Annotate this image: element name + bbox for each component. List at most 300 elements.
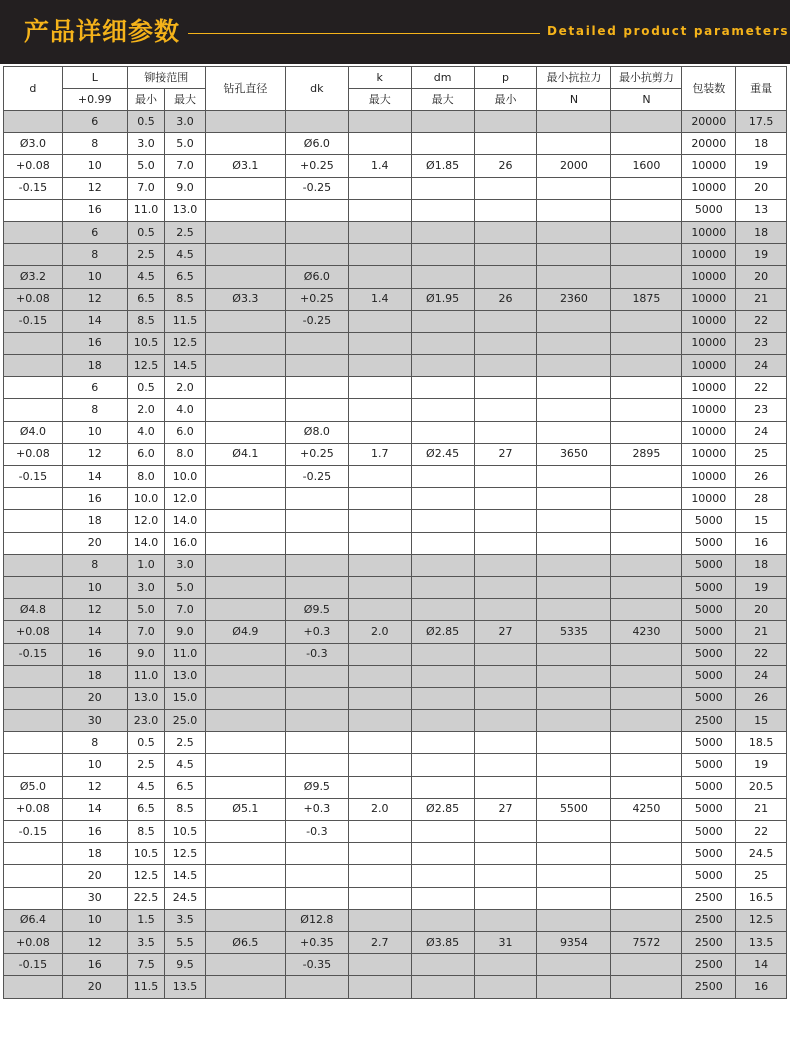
cell-dm [411,954,474,976]
cell-grip-min: 4.5 [127,266,165,288]
cell-pack-qty: 10000 [682,377,736,399]
cell-p [474,532,537,554]
cell-p: 27 [474,621,537,643]
cell-tensile [537,954,611,976]
cell-k [348,111,411,133]
cell-weight: 26 [736,466,787,488]
cell-tensile: 9354 [537,931,611,953]
cell-drill-diameter [205,177,285,199]
header-tensile-unit: N [537,89,611,111]
cell-grip-max: 14.5 [165,865,206,887]
cell-length: 6 [62,221,127,243]
cell-dm [411,488,474,510]
table-row [4,199,787,221]
table-row [4,133,787,155]
table-header-row [4,67,787,89]
table-row [4,887,787,909]
cell-dk: Ø9.5 [285,599,348,621]
table-row [4,266,787,288]
cell-p [474,111,537,133]
cell-shear: 1875 [611,288,682,310]
cell-d: +0.08 [4,931,63,953]
cell-dm [411,532,474,554]
cell-weight: 18 [736,133,787,155]
cell-length: 14 [62,621,127,643]
table-row [4,488,787,510]
cell-drill-diameter [205,133,285,155]
cell-k [348,421,411,443]
cell-length: 20 [62,532,127,554]
cell-pack-qty: 10000 [682,355,736,377]
cell-grip-min: 22.5 [127,887,165,909]
cell-k [348,332,411,354]
cell-d: -0.15 [4,821,63,843]
cell-dk: -0.3 [285,821,348,843]
table-row [4,865,787,887]
cell-d: +0.08 [4,288,63,310]
cell-pack-qty: 5000 [682,843,736,865]
cell-d [4,754,63,776]
cell-d: Ø4.0 [4,421,63,443]
cell-grip-max: 8.5 [165,798,206,820]
cell-length: 18 [62,665,127,687]
cell-k: 2.7 [348,931,411,953]
cell-d [4,732,63,754]
cell-pack-qty: 5000 [682,599,736,621]
cell-pack-qty: 5000 [682,621,736,643]
cell-d [4,887,63,909]
cell-shear [611,976,682,998]
cell-pack-qty: 2500 [682,954,736,976]
cell-length: 12 [62,177,127,199]
cell-dm [411,554,474,576]
cell-pack-qty: 5000 [682,643,736,665]
cell-grip-min: 3.5 [127,931,165,953]
cell-k [348,177,411,199]
cell-shear [611,199,682,221]
cell-dk [285,887,348,909]
cell-p [474,466,537,488]
cell-grip-min: 7.0 [127,621,165,643]
cell-grip-max: 24.5 [165,887,206,909]
cell-weight: 24 [736,355,787,377]
cell-length: 6 [62,111,127,133]
cell-grip-min: 1.5 [127,909,165,931]
cell-tensile: 5335 [537,621,611,643]
cell-p [474,665,537,687]
cell-shear: 4250 [611,798,682,820]
cell-drill-diameter [205,643,285,665]
table-row [4,732,787,754]
cell-pack-qty: 5000 [682,798,736,820]
table-row [4,909,787,931]
cell-pack-qty: 5000 [682,776,736,798]
cell-drill-diameter: Ø4.9 [205,621,285,643]
cell-d: -0.15 [4,954,63,976]
header-banner [0,0,790,64]
cell-length: 20 [62,865,127,887]
cell-grip-min: 10.0 [127,488,165,510]
cell-grip-min: 0.5 [127,221,165,243]
cell-dm [411,177,474,199]
table-row [4,843,787,865]
cell-length: 30 [62,710,127,732]
table-row [4,221,787,243]
cell-pack-qty: 10000 [682,177,736,199]
cell-k: 2.0 [348,621,411,643]
cell-tensile [537,133,611,155]
cell-dm [411,310,474,332]
cell-tensile [537,310,611,332]
cell-shear [611,821,682,843]
cell-drill-diameter [205,332,285,354]
cell-drill-diameter [205,111,285,133]
cell-weight: 18.5 [736,732,787,754]
cell-grip-min: 6.5 [127,798,165,820]
cell-grip-max: 12.0 [165,488,206,510]
cell-length: 14 [62,798,127,820]
table-row [4,310,787,332]
cell-pack-qty: 5000 [682,510,736,532]
cell-weight: 19 [736,155,787,177]
cell-d: -0.15 [4,177,63,199]
cell-pack-qty: 5000 [682,732,736,754]
cell-tensile [537,466,611,488]
cell-shear [611,266,682,288]
cell-k [348,732,411,754]
cell-tensile: 5500 [537,798,611,820]
cell-p [474,244,537,266]
cell-tensile [537,599,611,621]
cell-weight: 16.5 [736,887,787,909]
cell-grip-max: 6.5 [165,266,206,288]
table-row [4,599,787,621]
cell-weight: 13.5 [736,931,787,953]
cell-drill-diameter [205,221,285,243]
cell-dk: +0.25 [285,155,348,177]
cell-d [4,244,63,266]
cell-shear [611,532,682,554]
cell-p [474,510,537,532]
cell-dm [411,221,474,243]
cell-dm [411,665,474,687]
cell-grip-max: 12.5 [165,332,206,354]
cell-d: Ø3.2 [4,266,63,288]
cell-length: 14 [62,466,127,488]
cell-grip-min: 11.5 [127,976,165,998]
cell-pack-qty: 5000 [682,576,736,598]
cell-grip-min: 11.0 [127,199,165,221]
cell-k [348,687,411,709]
cell-p [474,355,537,377]
cell-tensile [537,199,611,221]
cell-grip-max: 4.5 [165,754,206,776]
header-p-sub: 最小 [474,89,537,111]
header-k: k [348,67,411,89]
cell-k [348,133,411,155]
header-d: d [4,67,63,111]
cell-drill-diameter [205,421,285,443]
cell-pack-qty: 10000 [682,244,736,266]
cell-dk [285,710,348,732]
cell-dk [285,976,348,998]
cell-p [474,887,537,909]
cell-weight: 18 [736,221,787,243]
cell-k [348,954,411,976]
cell-length: 16 [62,954,127,976]
cell-d: +0.08 [4,155,63,177]
cell-grip-max: 2.5 [165,732,206,754]
cell-tensile [537,887,611,909]
cell-grip-max: 4.0 [165,399,206,421]
cell-grip-min: 9.0 [127,643,165,665]
cell-shear [611,909,682,931]
cell-tensile: 3650 [537,443,611,465]
table-row [4,421,787,443]
cell-weight: 16 [736,976,787,998]
cell-k [348,532,411,554]
cell-pack-qty: 5000 [682,665,736,687]
cell-p [474,221,537,243]
cell-tensile [537,377,611,399]
cell-k [348,710,411,732]
cell-p [474,865,537,887]
cell-tensile [537,976,611,998]
cell-dk: +0.25 [285,288,348,310]
cell-dk [285,532,348,554]
cell-length: 6 [62,377,127,399]
cell-pack-qty: 2500 [682,909,736,931]
cell-pack-qty: 5000 [682,821,736,843]
cell-dk [285,687,348,709]
cell-k [348,887,411,909]
header-shear-unit: N [611,89,682,111]
cell-dm: Ø2.45 [411,443,474,465]
cell-p [474,776,537,798]
cell-weight: 22 [736,310,787,332]
cell-grip-min: 10.5 [127,843,165,865]
cell-dm [411,266,474,288]
cell-dm [411,754,474,776]
cell-grip-max: 2.5 [165,221,206,243]
cell-dk: -0.25 [285,177,348,199]
cell-dk [285,665,348,687]
cell-pack-qty: 10000 [682,466,736,488]
cell-dk [285,399,348,421]
cell-dk: +0.3 [285,798,348,820]
cell-tensile [537,510,611,532]
cell-drill-diameter [205,554,285,576]
table-row [4,954,787,976]
cell-grip-min: 3.0 [127,576,165,598]
cell-d [4,976,63,998]
cell-shear [611,421,682,443]
cell-drill-diameter: Ø4.1 [205,443,285,465]
cell-grip-min: 6.5 [127,288,165,310]
cell-drill-diameter [205,399,285,421]
cell-drill-diameter [205,266,285,288]
cell-grip-min: 14.0 [127,532,165,554]
cell-grip-max: 9.0 [165,177,206,199]
cell-dm [411,377,474,399]
cell-length: 10 [62,155,127,177]
cell-drill-diameter [205,865,285,887]
cell-k [348,554,411,576]
header-shear: 最小抗剪力 [611,67,682,89]
cell-grip-min: 7.5 [127,954,165,976]
cell-shear [611,576,682,598]
cell-p [474,643,537,665]
cell-p [474,310,537,332]
cell-length: 12 [62,443,127,465]
cell-pack-qty: 2500 [682,710,736,732]
cell-pack-qty: 10000 [682,288,736,310]
cell-weight: 24.5 [736,843,787,865]
table-row [4,177,787,199]
table-row [4,643,787,665]
cell-dm: Ø2.85 [411,621,474,643]
cell-length: 20 [62,687,127,709]
header-grip-range: 铆接范围 [127,67,205,89]
cell-length: 20 [62,976,127,998]
cell-drill-diameter [205,710,285,732]
cell-drill-diameter [205,510,285,532]
cell-shear [611,887,682,909]
cell-grip-min: 8.0 [127,466,165,488]
cell-pack-qty: 20000 [682,133,736,155]
cell-shear [611,754,682,776]
cell-grip-max: 3.5 [165,909,206,931]
cell-length: 10 [62,576,127,598]
cell-weight: 21 [736,621,787,643]
table-row [4,399,787,421]
cell-d: -0.15 [4,466,63,488]
cell-drill-diameter [205,887,285,909]
cell-tensile [537,909,611,931]
cell-dk [285,754,348,776]
cell-drill-diameter [205,576,285,598]
cell-dm: Ø1.85 [411,155,474,177]
cell-pack-qty: 10000 [682,155,736,177]
cell-tensile [537,177,611,199]
cell-pack-qty: 5000 [682,532,736,554]
cell-length: 16 [62,488,127,510]
header-L: L [62,67,127,89]
cell-weight: 23 [736,332,787,354]
cell-grip-max: 8.5 [165,288,206,310]
cell-pack-qty: 10000 [682,488,736,510]
cell-drill-diameter [205,599,285,621]
cell-dm [411,776,474,798]
cell-shear [611,732,682,754]
table-row [4,621,787,643]
cell-tensile [537,332,611,354]
cell-weight: 16 [736,532,787,554]
cell-grip-min: 5.0 [127,599,165,621]
cell-k [348,909,411,931]
cell-drill-diameter [205,199,285,221]
cell-length: 10 [62,909,127,931]
cell-grip-min: 8.5 [127,310,165,332]
cell-pack-qty: 20000 [682,111,736,133]
cell-dk: +0.35 [285,931,348,953]
table-row [4,665,787,687]
table-row [4,776,787,798]
cell-dk [285,111,348,133]
cell-grip-max: 9.0 [165,621,206,643]
cell-dk [285,732,348,754]
cell-k: 1.7 [348,443,411,465]
cell-dk [285,199,348,221]
cell-k [348,754,411,776]
cell-dk [285,377,348,399]
cell-grip-min: 10.5 [127,332,165,354]
cell-tensile [537,221,611,243]
cell-drill-diameter: Ø5.1 [205,798,285,820]
cell-grip-min: 2.5 [127,754,165,776]
cell-length: 12 [62,599,127,621]
cell-p [474,332,537,354]
table-row [4,754,787,776]
cell-k [348,976,411,998]
cell-drill-diameter [205,488,285,510]
cell-p [474,133,537,155]
cell-tensile [537,643,611,665]
cell-tensile [537,754,611,776]
cell-shear [611,554,682,576]
cell-drill-diameter: Ø3.3 [205,288,285,310]
cell-grip-max: 7.0 [165,155,206,177]
title-divider-line [188,33,540,34]
cell-shear [611,488,682,510]
cell-shear [611,466,682,488]
cell-tensile [537,665,611,687]
cell-weight: 23 [736,399,787,421]
cell-p [474,954,537,976]
cell-length: 8 [62,399,127,421]
cell-drill-diameter [205,377,285,399]
cell-pack-qty: 5000 [682,865,736,887]
cell-dm [411,133,474,155]
cell-dk [285,221,348,243]
cell-p [474,266,537,288]
cell-p [474,421,537,443]
cell-grip-max: 10.0 [165,466,206,488]
cell-weight: 18 [736,554,787,576]
cell-drill-diameter [205,754,285,776]
cell-grip-max: 11.5 [165,310,206,332]
cell-d [4,687,63,709]
cell-dm [411,976,474,998]
cell-pack-qty: 2500 [682,931,736,953]
cell-shear [611,133,682,155]
cell-drill-diameter [205,821,285,843]
cell-length: 18 [62,355,127,377]
cell-grip-max: 4.5 [165,244,206,266]
cell-dk: Ø6.0 [285,266,348,288]
cell-tensile [537,399,611,421]
cell-dk [285,510,348,532]
cell-dm [411,111,474,133]
cell-k: 1.4 [348,155,411,177]
cell-k [348,221,411,243]
cell-p [474,732,537,754]
cell-d [4,843,63,865]
cell-shear [611,665,682,687]
cell-length: 16 [62,199,127,221]
cell-p [474,754,537,776]
cell-dk [285,332,348,354]
